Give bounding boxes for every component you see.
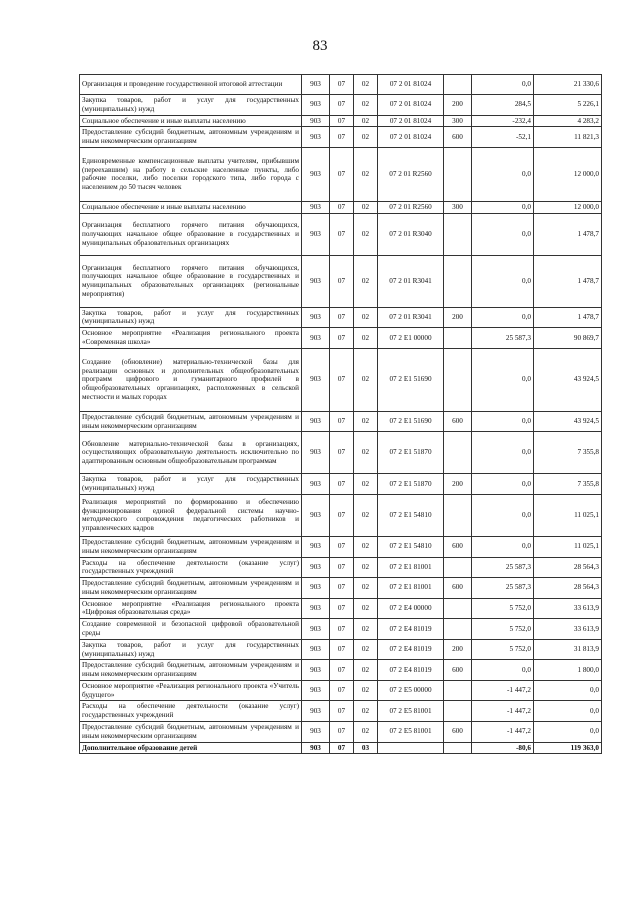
cell-target-article: 07 2 E1 51870 (378, 432, 444, 474)
cell-change-amount: -52,1 (472, 127, 534, 148)
cell-target-article: 07 2 01 81024 (378, 95, 444, 116)
cell-target-article: 07 2 E1 00000 (378, 328, 444, 349)
cell-total-amount: 1 478,7 (534, 213, 602, 255)
cell-section: 07 (330, 722, 354, 743)
cell-expense-type: 200 (444, 474, 472, 495)
cell-expense-type (444, 255, 472, 307)
cell-total-amount: 7 355,8 (534, 474, 602, 495)
cell-subsection: 02 (354, 660, 378, 681)
page-number: 83 (312, 38, 328, 54)
cell-subsection: 02 (354, 557, 378, 578)
cell-change-amount: 0,0 (472, 307, 534, 328)
cell-target-article: 07 2 01 R3041 (378, 255, 444, 307)
cell-section: 07 (330, 213, 354, 255)
cell-target-article (378, 742, 444, 754)
cell-change-amount: 5 752,0 (472, 619, 534, 640)
cell-ved: 903 (302, 432, 330, 474)
table-row (80, 494, 602, 536)
cell-expense-type (444, 348, 472, 411)
cell-ved: 903 (302, 619, 330, 640)
cell-name: Организация бесплатного горячего питания обучающихся, получающих начальное общее образование в государственных и муниципальных образовательных организациях (региональные мероприятия) (80, 255, 302, 307)
cell-name: Основное мероприятие «Реализация регионального проекта «Современная школа» (80, 328, 302, 349)
cell-ved: 903 (302, 722, 330, 743)
cell-expense-type: 600 (444, 578, 472, 599)
table-row (80, 255, 602, 307)
cell-change-amount: 0,0 (472, 411, 534, 432)
table-row (80, 660, 602, 681)
table-row (80, 201, 602, 213)
cell-section: 07 (330, 598, 354, 619)
cell-subsection: 02 (354, 95, 378, 116)
cell-expense-type: 300 (444, 115, 472, 127)
cell-target-article: 07 2 E1 54810 (378, 536, 444, 557)
cell-ved: 903 (302, 660, 330, 681)
cell-change-amount: -1 447,2 (472, 680, 534, 701)
cell-name: Предоставление субсидий бюджетным, автономным учреждениям и иным некоммерческим организациям (80, 660, 302, 681)
cell-target-article: 07 2 01 R3041 (378, 307, 444, 328)
cell-ved: 903 (302, 147, 330, 201)
cell-section: 07 (330, 411, 354, 432)
table-row (80, 578, 602, 599)
cell-expense-type (444, 432, 472, 474)
cell-total-amount: 28 564,3 (534, 557, 602, 578)
cell-expense-type: 600 (444, 536, 472, 557)
cell-section: 07 (330, 557, 354, 578)
cell-total-amount: 0,0 (534, 701, 602, 722)
cell-change-amount: 25 587,3 (472, 557, 534, 578)
cell-ved: 903 (302, 411, 330, 432)
cell-ved: 903 (302, 536, 330, 557)
cell-change-amount: 0,0 (472, 213, 534, 255)
cell-total-amount: 4 283,2 (534, 115, 602, 127)
cell-subsection: 02 (354, 411, 378, 432)
cell-expense-type (444, 619, 472, 640)
cell-expense-type (444, 328, 472, 349)
table-row (80, 639, 602, 660)
cell-ved: 903 (302, 115, 330, 127)
cell-target-article: 07 2 E5 00000 (378, 680, 444, 701)
cell-subsection: 02 (354, 127, 378, 148)
cell-subsection: 02 (354, 494, 378, 536)
table-row (80, 701, 602, 722)
cell-name: Основное мероприятие «Реализация регионального проекта «Цифровая образовательная среда» (80, 598, 302, 619)
cell-subsection: 02 (354, 147, 378, 201)
cell-subsection: 02 (354, 115, 378, 127)
cell-target-article: 07 2 E1 51870 (378, 474, 444, 495)
cell-name: Предоставление субсидий бюджетным, автономным учреждениям и иным некоммерческим организациям (80, 722, 302, 743)
cell-target-article: 07 2 01 81024 (378, 75, 444, 95)
cell-name: Расходы на обеспечение деятельности (оказание услуг) государственных учреждений (80, 701, 302, 722)
cell-name: Закупка товаров, работ и услуг для государственных (муниципальных) нужд (80, 639, 302, 660)
cell-ved: 903 (302, 255, 330, 307)
cell-change-amount: 0,0 (472, 660, 534, 681)
table-row (80, 722, 602, 743)
cell-expense-type (444, 557, 472, 578)
cell-total-amount: 33 613,9 (534, 619, 602, 640)
table-row (80, 95, 602, 116)
cell-subsection: 02 (354, 328, 378, 349)
cell-change-amount: 25 587,3 (472, 328, 534, 349)
cell-target-article: 07 2 E4 81019 (378, 639, 444, 660)
cell-change-amount: 5 752,0 (472, 639, 534, 660)
cell-section: 07 (330, 474, 354, 495)
cell-expense-type: 600 (444, 411, 472, 432)
cell-subsection: 02 (354, 701, 378, 722)
cell-subsection: 02 (354, 536, 378, 557)
cell-name: Предоставление субсидий бюджетным, автономным учреждениям и иным некоммерческим организациям (80, 127, 302, 148)
cell-name: Закупка товаров, работ и услуг для государственных (муниципальных) нужд (80, 307, 302, 328)
cell-expense-type (444, 494, 472, 536)
table-row (80, 742, 602, 754)
cell-ved: 903 (302, 474, 330, 495)
cell-target-article: 07 2 01 81024 (378, 127, 444, 148)
cell-expense-type: 300 (444, 201, 472, 213)
cell-ved: 903 (302, 307, 330, 328)
cell-name: Закупка товаров, работ и услуг для государственных (муниципальных) нужд (80, 95, 302, 116)
cell-subsection: 02 (354, 432, 378, 474)
cell-ved: 903 (302, 328, 330, 349)
cell-total-amount: 28 564,3 (534, 578, 602, 599)
cell-target-article: 07 2 E1 81001 (378, 578, 444, 599)
table-row (80, 348, 602, 411)
cell-ved: 903 (302, 598, 330, 619)
cell-name: Создание (обновление) материально-технической базы для реализации основных и дополнительных общеобразовательных программ цифрового и гуманитарного профилей в общеобразовательных организациях, расположенных в сельской местности и малых городах (80, 348, 302, 411)
cell-total-amount: 5 226,1 (534, 95, 602, 116)
cell-total-amount: 43 924,5 (534, 348, 602, 411)
cell-total-amount: 7 355,8 (534, 432, 602, 474)
cell-section: 07 (330, 127, 354, 148)
cell-name: Социальное обеспечение и иные выплаты населению (80, 201, 302, 213)
cell-total-amount: 11 025,1 (534, 494, 602, 536)
cell-subsection: 02 (354, 578, 378, 599)
cell-target-article: 07 2 E1 51690 (378, 411, 444, 432)
cell-name: Создание современной и безопасной цифровой образовательной среды (80, 619, 302, 640)
cell-name: Предоставление субсидий бюджетным, автономным учреждениям и иным некоммерческим организациям (80, 411, 302, 432)
cell-target-article: 07 2 E1 81001 (378, 557, 444, 578)
cell-expense-type: 200 (444, 307, 472, 328)
table-row (80, 147, 602, 201)
cell-total-amount: 12 000,0 (534, 147, 602, 201)
cell-change-amount: -80,6 (472, 742, 534, 754)
cell-name: Социальное обеспечение и иные выплаты населению (80, 115, 302, 127)
cell-ved: 903 (302, 494, 330, 536)
cell-ved: 903 (302, 578, 330, 599)
cell-expense-type: 200 (444, 639, 472, 660)
cell-subsection: 02 (354, 201, 378, 213)
cell-change-amount: 5 752,0 (472, 598, 534, 619)
cell-change-amount: 0,0 (472, 494, 534, 536)
table-row (80, 307, 602, 328)
cell-section: 07 (330, 742, 354, 754)
cell-expense-type (444, 680, 472, 701)
table-row (80, 619, 602, 640)
cell-total-amount: 90 869,7 (534, 328, 602, 349)
cell-change-amount: 0,0 (472, 75, 534, 95)
cell-ved: 903 (302, 348, 330, 411)
cell-section: 07 (330, 536, 354, 557)
cell-change-amount: 0,0 (472, 147, 534, 201)
cell-change-amount: 0,0 (472, 474, 534, 495)
cell-expense-type (444, 598, 472, 619)
cell-name: Реализация мероприятий по формированию и обеспечению функционирования единой федеральной системы научно-методического сопровождения педагогических работников и управленческих кадров (80, 494, 302, 536)
cell-section: 07 (330, 328, 354, 349)
cell-section: 07 (330, 494, 354, 536)
cell-ved: 903 (302, 557, 330, 578)
cell-total-amount: 21 330,6 (534, 75, 602, 95)
cell-section: 07 (330, 201, 354, 213)
cell-expense-type (444, 701, 472, 722)
table-row (80, 557, 602, 578)
cell-change-amount: 0,0 (472, 201, 534, 213)
cell-subsection: 02 (354, 639, 378, 660)
cell-subsection: 02 (354, 598, 378, 619)
cell-target-article: 07 2 E4 00000 (378, 598, 444, 619)
cell-section: 07 (330, 432, 354, 474)
cell-change-amount: 0,0 (472, 348, 534, 411)
cell-total-amount: 0,0 (534, 680, 602, 701)
cell-name: Дополнительное образование детей (80, 742, 302, 754)
cell-change-amount: 284,5 (472, 95, 534, 116)
cell-subsection: 02 (354, 474, 378, 495)
cell-target-article: 07 2 01 81024 (378, 115, 444, 127)
cell-name: Организация бесплатного горячего питания обучающихся, получающих начальное общее образование в государственных и муниципальных образовательных организациях (80, 213, 302, 255)
cell-total-amount: 43 924,5 (534, 411, 602, 432)
table-row (80, 474, 602, 495)
cell-expense-type (444, 742, 472, 754)
cell-subsection: 02 (354, 722, 378, 743)
cell-section: 07 (330, 660, 354, 681)
cell-total-amount: 1 478,7 (534, 307, 602, 328)
cell-section: 07 (330, 147, 354, 201)
cell-subsection: 02 (354, 255, 378, 307)
cell-section: 07 (330, 680, 354, 701)
cell-ved: 903 (302, 127, 330, 148)
cell-section: 07 (330, 619, 354, 640)
cell-total-amount: 33 613,9 (534, 598, 602, 619)
cell-section: 07 (330, 115, 354, 127)
cell-ved: 903 (302, 680, 330, 701)
cell-target-article: 07 2 E4 81019 (378, 619, 444, 640)
cell-expense-type: 600 (444, 722, 472, 743)
table-row (80, 598, 602, 619)
table-row (80, 411, 602, 432)
table-row (80, 127, 602, 148)
cell-subsection: 02 (354, 307, 378, 328)
cell-name: Расходы на обеспечение деятельности (оказание услуг) государственных учреждений (80, 557, 302, 578)
cell-name: Предоставление субсидий бюджетным, автономным учреждениям и иным некоммерческим организациям (80, 578, 302, 599)
cell-change-amount: 0,0 (472, 432, 534, 474)
cell-total-amount: 12 000,0 (534, 201, 602, 213)
cell-section: 07 (330, 348, 354, 411)
cell-total-amount: 31 813,9 (534, 639, 602, 660)
cell-section: 07 (330, 255, 354, 307)
cell-subsection: 03 (354, 742, 378, 754)
cell-change-amount: -1 447,2 (472, 722, 534, 743)
cell-name: Единовременные компенсационные выплаты учителям, прибывшим (переехавшим) на работу в сельские населенные пункты, либо рабочие поселки, либо поселки городского типа, либо города с населением до 50 тысяч человек (80, 147, 302, 201)
cell-expense-type (444, 75, 472, 95)
cell-target-article: 07 2 E1 54810 (378, 494, 444, 536)
cell-expense-type (444, 147, 472, 201)
cell-target-article: 07 2 E5 81001 (378, 722, 444, 743)
cell-name: Закупка товаров, работ и услуг для государственных (муниципальных) нужд (80, 474, 302, 495)
cell-ved: 903 (302, 75, 330, 95)
cell-ved: 903 (302, 95, 330, 116)
cell-ved: 903 (302, 701, 330, 722)
cell-ved: 903 (302, 639, 330, 660)
cell-section: 07 (330, 701, 354, 722)
table-row (80, 680, 602, 701)
cell-total-amount: 119 363,0 (534, 742, 602, 754)
table-row (80, 115, 602, 127)
table-row (80, 432, 602, 474)
cell-name: Организация и проведение государственной итоговой аттестации (80, 75, 302, 95)
cell-expense-type (444, 213, 472, 255)
cell-name: Обновление материально-технической базы в организациях, осуществляющих образовательную деятельность исключительно по адаптированным основным общеобразовательным программам (80, 432, 302, 474)
cell-total-amount: 1 800,0 (534, 660, 602, 681)
table-row (80, 213, 602, 255)
cell-change-amount: -232,4 (472, 115, 534, 127)
cell-total-amount: 11 821,3 (534, 127, 602, 148)
cell-subsection: 02 (354, 213, 378, 255)
cell-name: Предоставление субсидий бюджетным, автономным учреждениям и иным некоммерческим организациям (80, 536, 302, 557)
table-row (80, 328, 602, 349)
cell-target-article: 07 2 01 R2560 (378, 147, 444, 201)
cell-expense-type: 600 (444, 660, 472, 681)
cell-ved: 903 (302, 213, 330, 255)
cell-section: 07 (330, 307, 354, 328)
cell-section: 07 (330, 639, 354, 660)
cell-change-amount: 0,0 (472, 255, 534, 307)
table-body (80, 75, 602, 754)
cell-name: Основное мероприятие «Реализация регионального проекта «Учитель будущего» (80, 680, 302, 701)
cell-change-amount: -1 447,2 (472, 701, 534, 722)
cell-section: 07 (330, 578, 354, 599)
cell-change-amount: 0,0 (472, 536, 534, 557)
cell-subsection: 02 (354, 619, 378, 640)
cell-target-article: 07 2 E1 51690 (378, 348, 444, 411)
cell-total-amount: 11 025,1 (534, 536, 602, 557)
cell-subsection: 02 (354, 348, 378, 411)
cell-target-article: 07 2 E4 81019 (378, 660, 444, 681)
cell-ved: 903 (302, 742, 330, 754)
cell-target-article: 07 2 01 R2560 (378, 201, 444, 213)
cell-target-article: 07 2 01 R3040 (378, 213, 444, 255)
cell-change-amount: 25 587,3 (472, 578, 534, 599)
cell-subsection: 02 (354, 680, 378, 701)
table-row (80, 536, 602, 557)
cell-ved: 903 (302, 201, 330, 213)
table-row (80, 75, 602, 95)
cell-section: 07 (330, 95, 354, 116)
cell-expense-type: 600 (444, 127, 472, 148)
cell-expense-type: 200 (444, 95, 472, 116)
cell-total-amount: 1 478,7 (534, 255, 602, 307)
cell-target-article: 07 2 E5 81001 (378, 701, 444, 722)
budget-table (79, 74, 602, 754)
cell-total-amount: 0,0 (534, 722, 602, 743)
cell-section: 07 (330, 75, 354, 95)
cell-subsection: 02 (354, 75, 378, 95)
